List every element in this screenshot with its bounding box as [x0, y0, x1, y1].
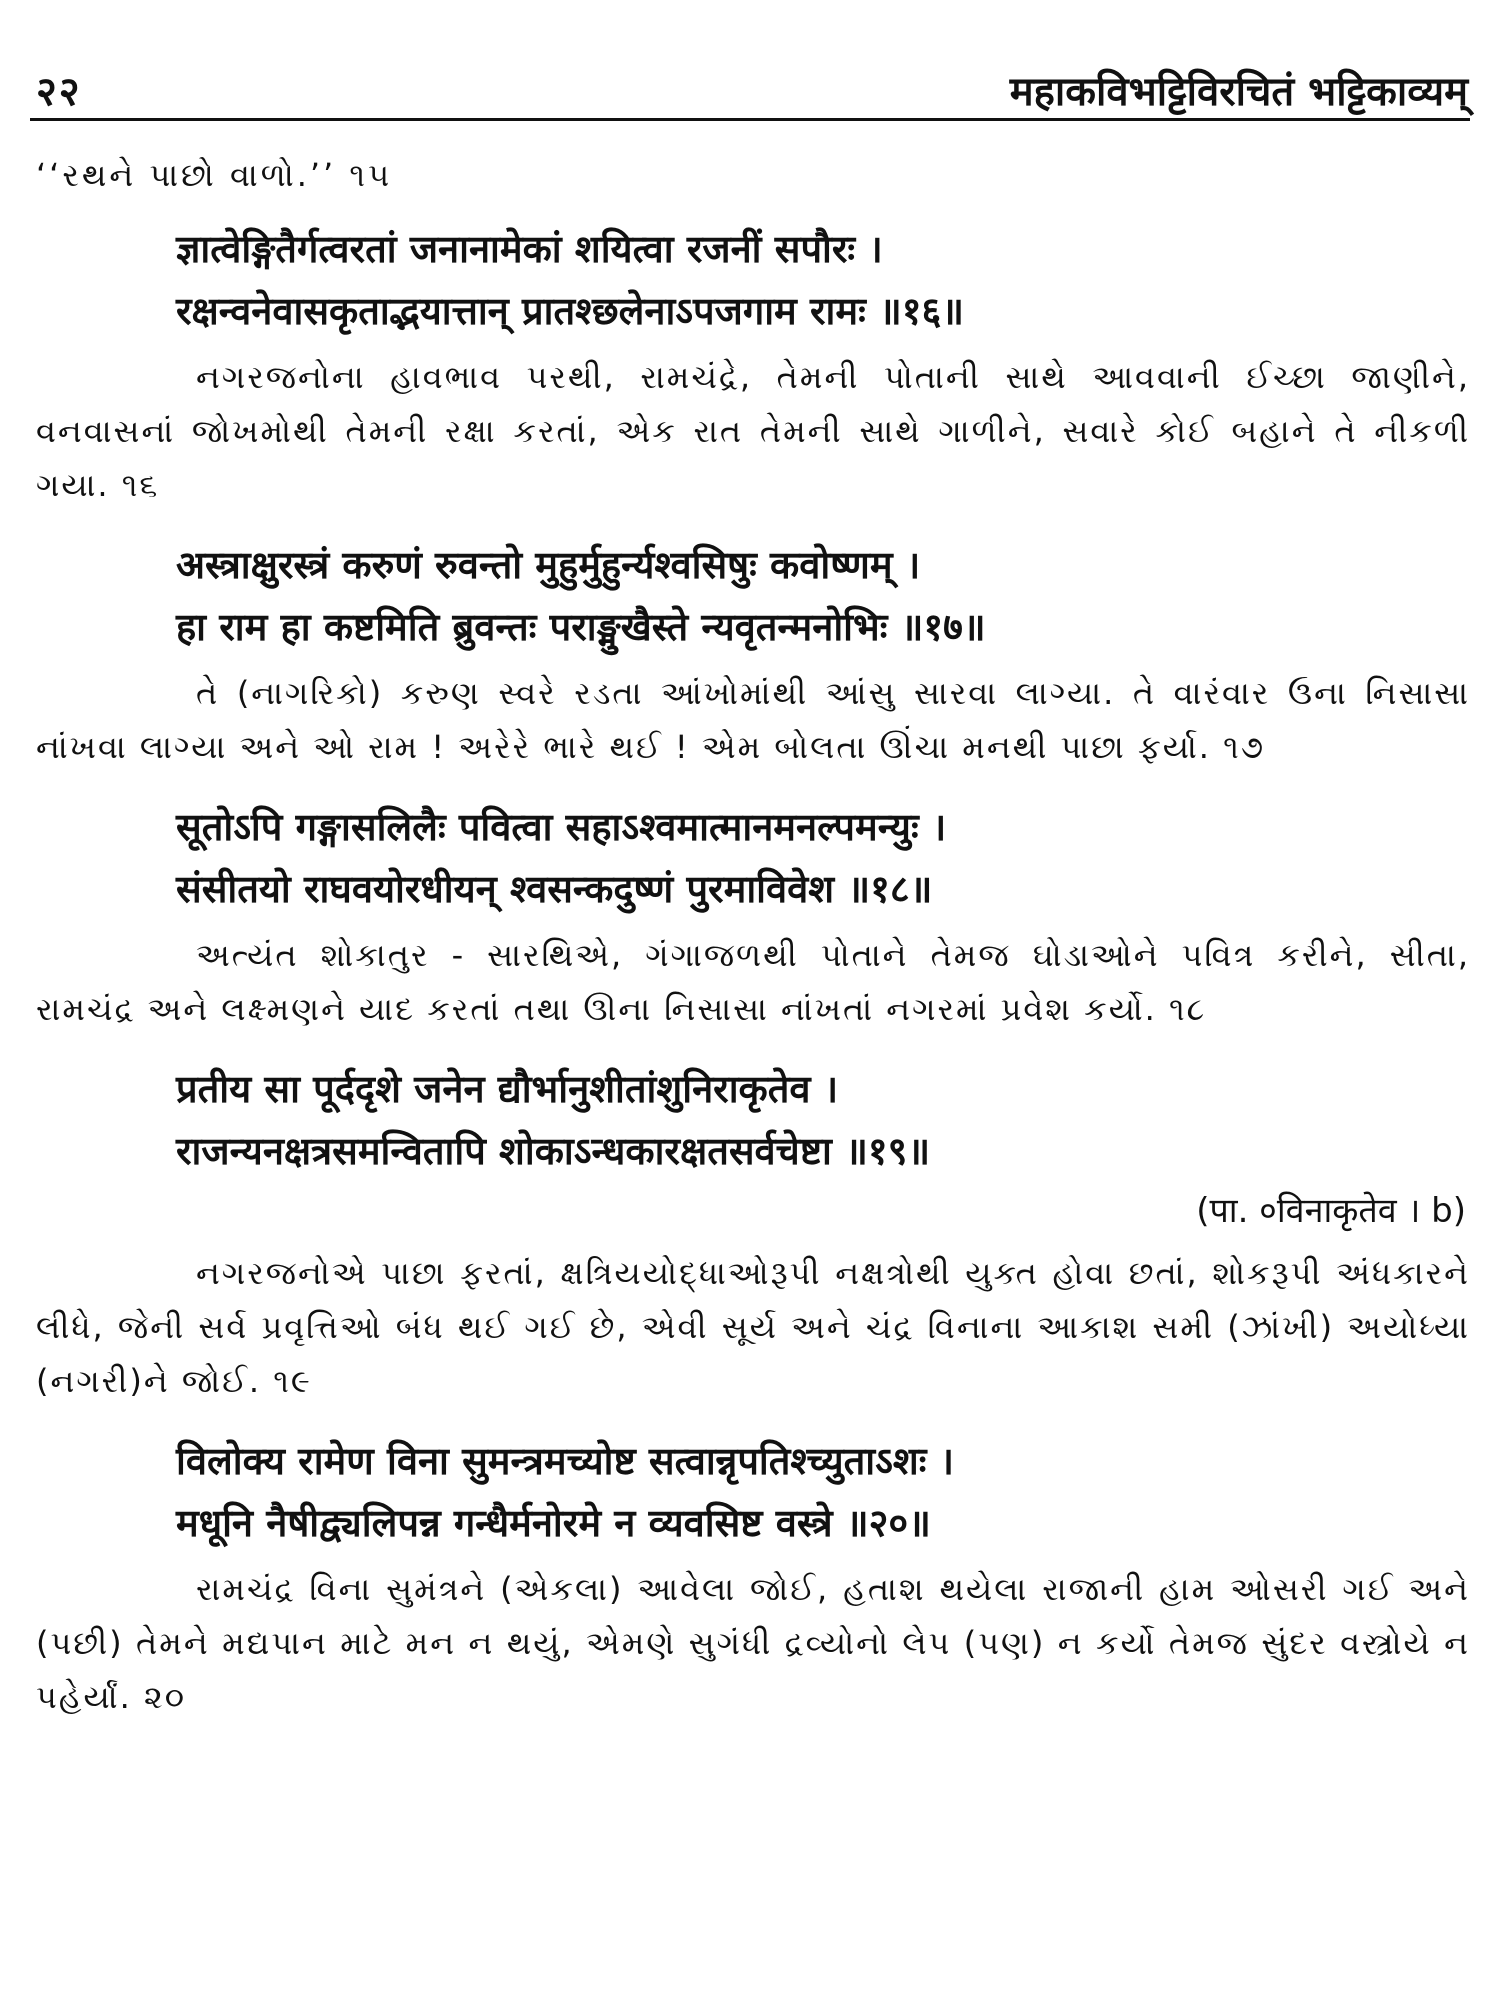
verse-line: प्रतीय सा पूर्ददृशे जनेन द्यौर्भानुशीतांशुनिराकृतेव ।: [176, 1067, 839, 1111]
verse-line: विलोक्य रामेण विना सुमन्त्रमच्योष्ट सत्वान्नृपतिश्च्युताऽशः ।: [176, 1439, 955, 1483]
translation-17: તે (નાગરિકો) કરુણ સ્વરે રડતા આંખોમાંથી આંસુ સારવા લાગ્યા. તે વારંવાર ઉના નિસાસા નાંખવા લાગ્યા અને ઓ રામ ! અરેરે ભારે થઈ ! એમ બોલતા ઊંચા મનથી પાછા ફર્યા. ૧૭: [36, 674, 1470, 766]
verse-line: सूतोऽपि गङ्गासलिलैः पवित्वा सहाऽश्वमात्मानमनल्पमन्युः ।: [176, 805, 947, 849]
page-number: २२: [36, 69, 82, 115]
verse-line: ज्ञात्वेङ्गितैर्गत्वरतां जनानामेकां शयित्वा रजनीं सपौरः ।: [176, 227, 883, 271]
page-content: [36, 150, 1470, 1746]
header-rule: [30, 118, 1470, 121]
verse-line: मधूनि नैषीद्व्यलिपन्न गन्धैर्मनोरमे न व्यवसिष्ट वस्त्रे ॥२०॥: [176, 1501, 931, 1545]
translation-20: રામચંદ્ર વિના સુમંત્રને (એકલા) આવેલા જોઈ, હતાશ થયેલા રાજાની હામ ઓસરી ગઈ અને (પછી) તેમને મદ્યપાન માટે મન ન થયું, એમણે સુગંધી દ્રવ્યોનો લેપ (પણ) ન કર્યો તેમજ સુંદર વસ્ત્રોયે ન પહેર્યાં. ૨૦: [36, 1570, 1470, 1716]
translation-16: નગરજનોના હાવભાવ પરથી, રામચંદ્રે, તેમની પોતાની સાથે આવવાની ઈચ્છા જાણીને, વનવાસનાં જોખમોથી તેમની રક્ષા કરતાં, એક રાત તેમની સાથે ગાળીને, સવારે કોઈ બહાને તે નીકળી ગયા. ૧૬: [36, 358, 1470, 504]
verse-17: [36, 534, 1470, 658]
verse-line: संसीतयो राघवयोरधीयन् श्वसन्कदुष्णं पुरमाविवेश ॥१८॥: [176, 867, 933, 911]
verse-19: [36, 1058, 1470, 1182]
variant-reading: (पा. ०विनाकृतेव । b): [1196, 1191, 1466, 1231]
translation-19: નગરજનોએ પાછા ફરતાં, ક્ષત્રિયયોદ્ધાઓરૂપી નક્ષત્રોથી યુક્ત હોવા છતાં, શોકરૂપી અંધકારને લીધે, જેની સર્વ પ્રવૃત્તિઓ બંધ થઈ ગઈ છે, એવી સૂર્ય અને ચંદ્ર વિનાના આકાશ સમી (ઝાંખી) અયોધ્યા (નગરી)ને જોઈ. ૧૯: [36, 1254, 1470, 1400]
verse-20: [36, 1430, 1470, 1554]
verse-16: [36, 218, 1470, 342]
running-title: महाकविभट्टिविरचितं भट्टिकाव्यम्: [1009, 69, 1468, 115]
verse-line: राजन्यनक्षत्रसमन्वितापि शोकाऽन्धकारक्षतसर्वचेष्टा ॥१९॥: [176, 1129, 931, 1173]
verse-18: [36, 796, 1470, 920]
verse-line: अस्त्राक्षुरस्त्रं करुणं रुवन्तो मुहुर्मुहुर्न्यश्वसिषुः कवोष्णम् ।: [176, 543, 921, 587]
continued-translation: ‘‘રથને પાછો વાળો.’’ ૧૫: [36, 156, 393, 194]
translation-18: અત્યંત શોકાતુર - સારથિએ, ગંગાજળથી પોતાને તેમજ ઘોડાઓને પવિત્ર કરીને, સીતા, રામચંદ્ર અને લક્ષ્મણને યાદ કરતાં તથા ઊના નિસાસા નાંખતાં નગરમાં પ્રવેશ કર્યો. ૧૮: [36, 936, 1470, 1028]
verse-line: रक्षन्वनेवासकृताद्भयात्तान् प्रातश्छलेनाऽपजगाम रामः ॥१६॥: [176, 289, 965, 333]
verse-line: हा राम हा कष्टमिति ब्रुवन्तः पराङ्मुखैस्ते न्यवृतन्मनोभिः ॥१७॥: [176, 605, 986, 649]
